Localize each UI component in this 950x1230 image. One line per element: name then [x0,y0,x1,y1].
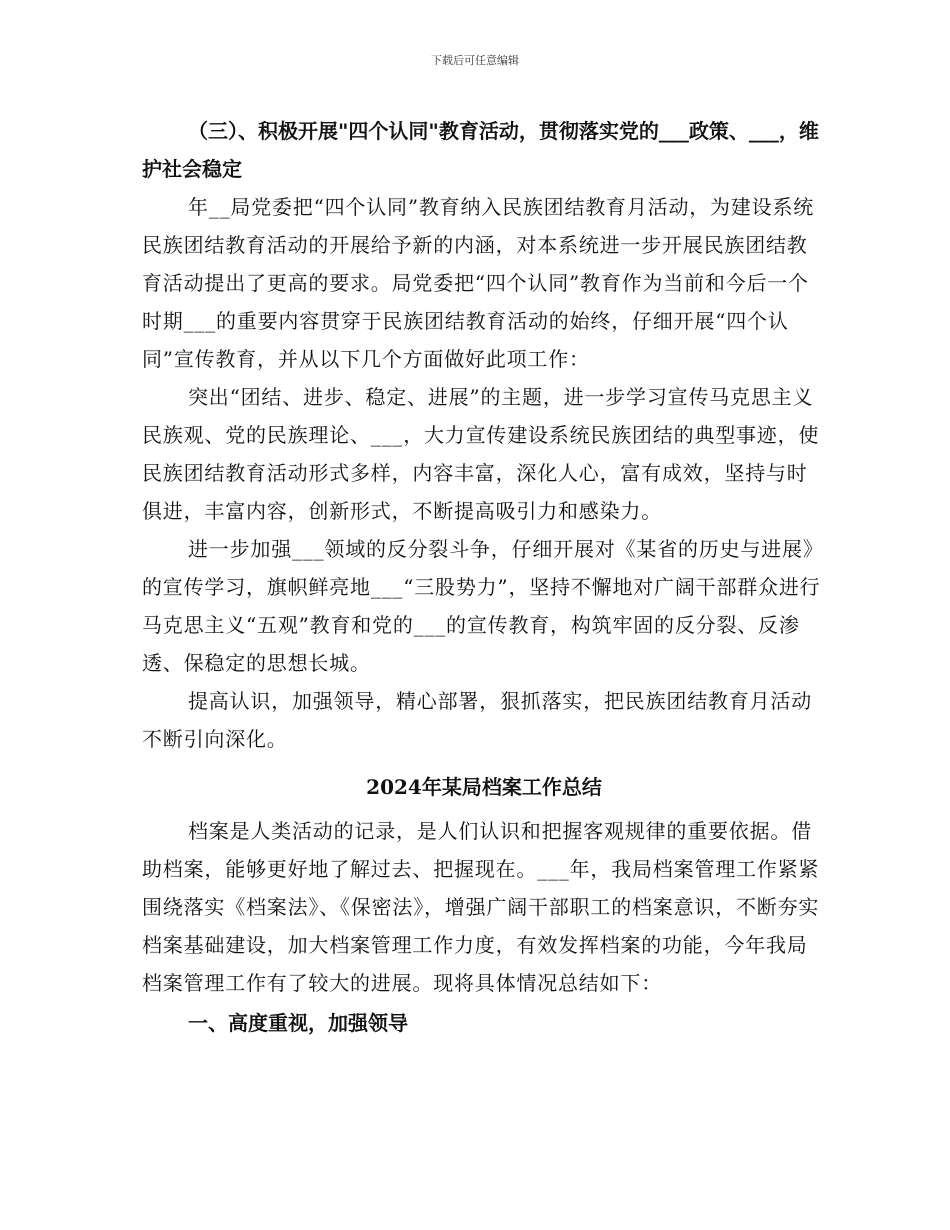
document-title: 2024年某局档案工作总结 [366,775,602,799]
paragraph: 年__局党委把“四个认同”教育纳入民族团结教育月活动，为建设系统民族团结教育活动的开展给予新的内涵，对本系统进一步开展民族团结教育活动提出了更高的要求。局党委把“四个认同”教育作为当前和今后一个时期___的重要内容贯穿于民族团结教育活动的始终，仔细开展“四个认同”宣传教育，并从以下几个方面做好此项工作： [142,195,815,371]
paragraph: 进一步加强___领域的反分裂斗争，仔细开展对《某省的历史与进展》的宣传学习，旗帜鲜亮地___“三股势力”，坚持不懈地对广阔干部群众进行马克思主义“五观”教育和党的___的宣传教育，构筑牢固的反分裂、反渗透、保稳定的思想长城。 [142,537,824,675]
section-heading: （三）、积极开展"四个认同"教育活动，贯彻落实党的___政策、___，维护社会稳定 [142,119,819,181]
paragraph: 档案是人类活动的记录，是人们认识和把握客观规律的重要依据。借助档案，能够更好地了解过去、把握现在。___年，我局档案管理工作紧紧围绕落实《档案法》、《保密法》，增强广阔干部职工的档案意识，不断夯实档案基础建设，加大档案管理工作力度，有效发挥档案的功能，今年我局档案管理工作有了较大的进展。现将具体情况总结如下： [142,819,820,995]
document-body [142,112,826,1042]
subsection-heading: 一、高度重视，加强领导 [188,1011,408,1035]
paragraph: 提高认识，加强领导，精心部署，狠抓落实，把民族团结教育月活动不断引向深化。 [142,689,812,751]
paragraph: 突出“团结、进步、稳定、进展”的主题，进一步学习宣传马克思主义民族观、党的民族理论、___，大力宣传建设系统民族团结的典型事迹，使民族团结教育活动形式多样，内容丰富，深化人心，富有成效，坚持与时俱进，丰富内容，创新形式，不断提高吸引力和感染力。 [142,385,820,523]
page-header: 下载后可任意编辑 [431,54,519,67]
